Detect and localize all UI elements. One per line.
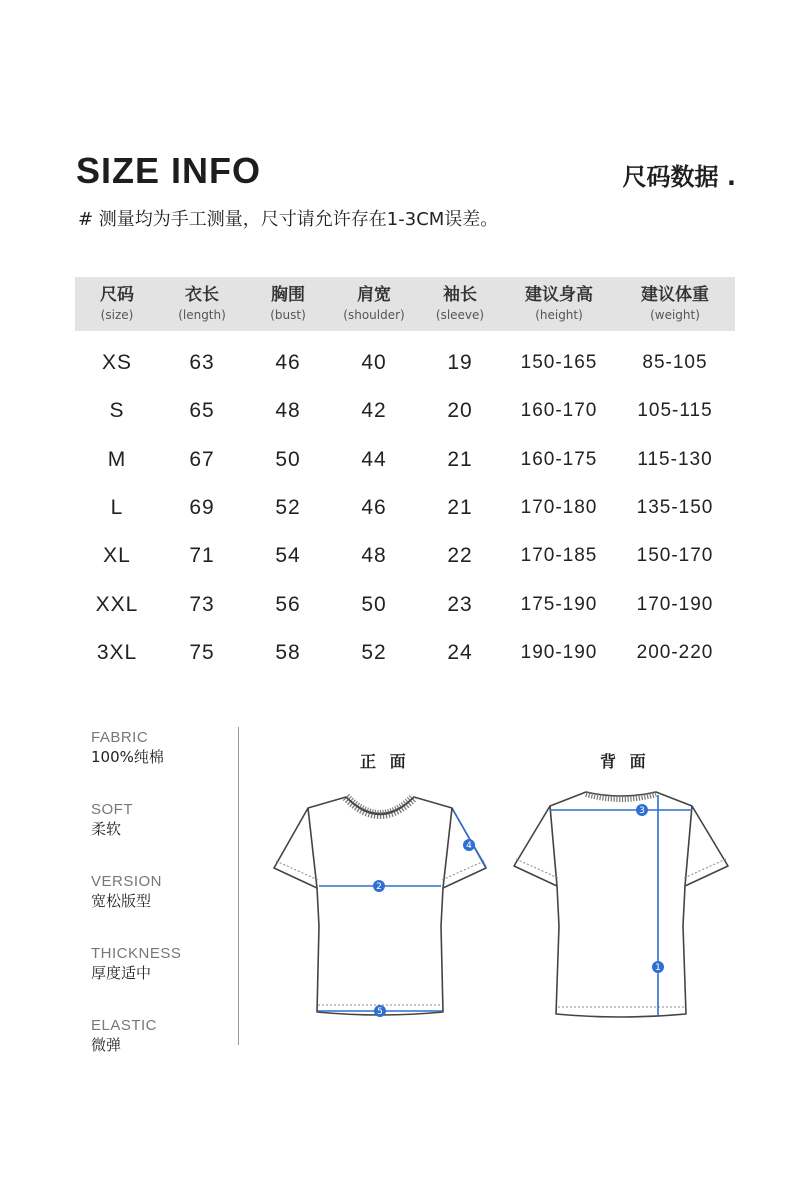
sleeve-cell: 23 [447,592,473,616]
height-cell: 170-185 [520,545,598,567]
size-cell: M [107,447,127,471]
attribute-value-cn: 厚度适中 [91,964,152,982]
length-cell: 67 [189,447,215,471]
sleeve-cell: 21 [447,447,473,471]
height-cell: 170-180 [520,497,598,519]
column-header-en: (sleeve) [435,308,485,322]
bust-cell: 46 [275,351,301,375]
size-cell: L [110,496,124,520]
attribute-value-cn: 微弹 [91,1036,122,1054]
column-header-en: (shoulder) [343,308,405,322]
height-cell: 160-175 [520,448,598,470]
height-cell: 190-190 [520,641,598,663]
size-cell: 3XL [96,640,138,664]
page-title-cn: 尺码数据 . [622,163,736,191]
weight-cell: 85-105 [642,352,708,374]
weight-cell: 135-150 [636,497,714,519]
marker-shoulder: 3 [639,806,645,816]
height-cell: 150-165 [520,352,598,374]
attribute-label-en: THICKNESS [91,945,182,962]
weight-cell: 105-115 [637,400,713,422]
attribute-value-cn: 柔软 [91,820,122,838]
shoulder-cell: 50 [361,592,387,616]
column-header-cn: 肩宽 [357,285,391,305]
back-tshirt-icon [514,792,728,1017]
bust-cell: 58 [275,640,301,664]
weight-cell: 170-190 [636,593,714,615]
size-cell: XXL [95,592,139,616]
length-cell: 71 [189,544,215,568]
attribute-label-en: SOFT [91,801,133,818]
column-header-cn: 建议体重 [641,285,709,305]
sleeve-cell: 20 [447,399,473,423]
length-cell: 65 [189,399,215,423]
shoulder-cell: 40 [361,351,387,375]
length-cell: 75 [189,640,215,664]
size-cell: S [109,399,125,423]
shoulder-cell: 46 [361,496,387,520]
marker-sleeve: 4 [466,841,472,851]
front-view-label: 正 面 [360,752,410,771]
size-cell: XS [101,351,132,375]
back-view-label: 背 面 [600,752,650,771]
bust-cell: 56 [275,592,301,616]
length-cell: 69 [189,496,215,520]
length-cell: 63 [189,351,215,375]
shoulder-cell: 48 [361,544,387,568]
column-header-cn: 尺码 [100,285,134,305]
column-header-en: (weight) [650,308,700,322]
bust-cell: 52 [275,496,301,520]
sleeve-cell: 19 [447,351,473,375]
column-header-cn: 衣长 [185,285,219,305]
length-cell: 73 [189,592,215,616]
weight-cell: 150-170 [636,545,714,567]
column-header-cn: 袖长 [443,285,477,305]
front-tshirt-icon [274,797,486,1015]
attribute-value-cn: 100%纯棉 [91,748,164,766]
sleeve-cell: 21 [447,496,473,520]
measurement-note: # 测量均为手工测量，尺寸请允许存在1-3CM误差。 [78,209,499,230]
column-header-en: (bust) [270,308,306,322]
shoulder-cell: 44 [361,447,387,471]
column-header-en: (length) [178,308,226,322]
height-cell: 160-170 [520,400,598,422]
shoulder-cell: 42 [361,399,387,423]
attribute-label-en: FABRIC [91,729,149,746]
sleeve-cell: 22 [447,544,473,568]
bust-cell: 50 [275,447,301,471]
column-header-en: (size) [100,308,134,322]
column-header-cn: 建议身高 [525,285,593,305]
marker-hem: 5 [377,1007,383,1017]
shoulder-cell: 52 [361,640,387,664]
size-cell: XL [103,544,131,568]
attribute-value-cn: 宽松版型 [91,892,152,910]
attribute-label-en: ELASTIC [91,1017,158,1034]
weight-cell: 200-220 [636,641,714,663]
page-title: SIZE INFO [76,150,262,191]
sleeve-cell: 24 [447,640,473,664]
bust-cell: 48 [275,399,301,423]
attribute-label-en: VERSION [91,873,163,890]
column-header-en: (height) [535,308,583,322]
column-header-cn: 胸围 [271,285,305,305]
weight-cell: 115-130 [637,448,713,470]
height-cell: 175-190 [520,593,598,615]
bust-cell: 54 [275,544,301,568]
marker-length: 1 [655,963,661,973]
marker-bust: 2 [376,882,382,892]
